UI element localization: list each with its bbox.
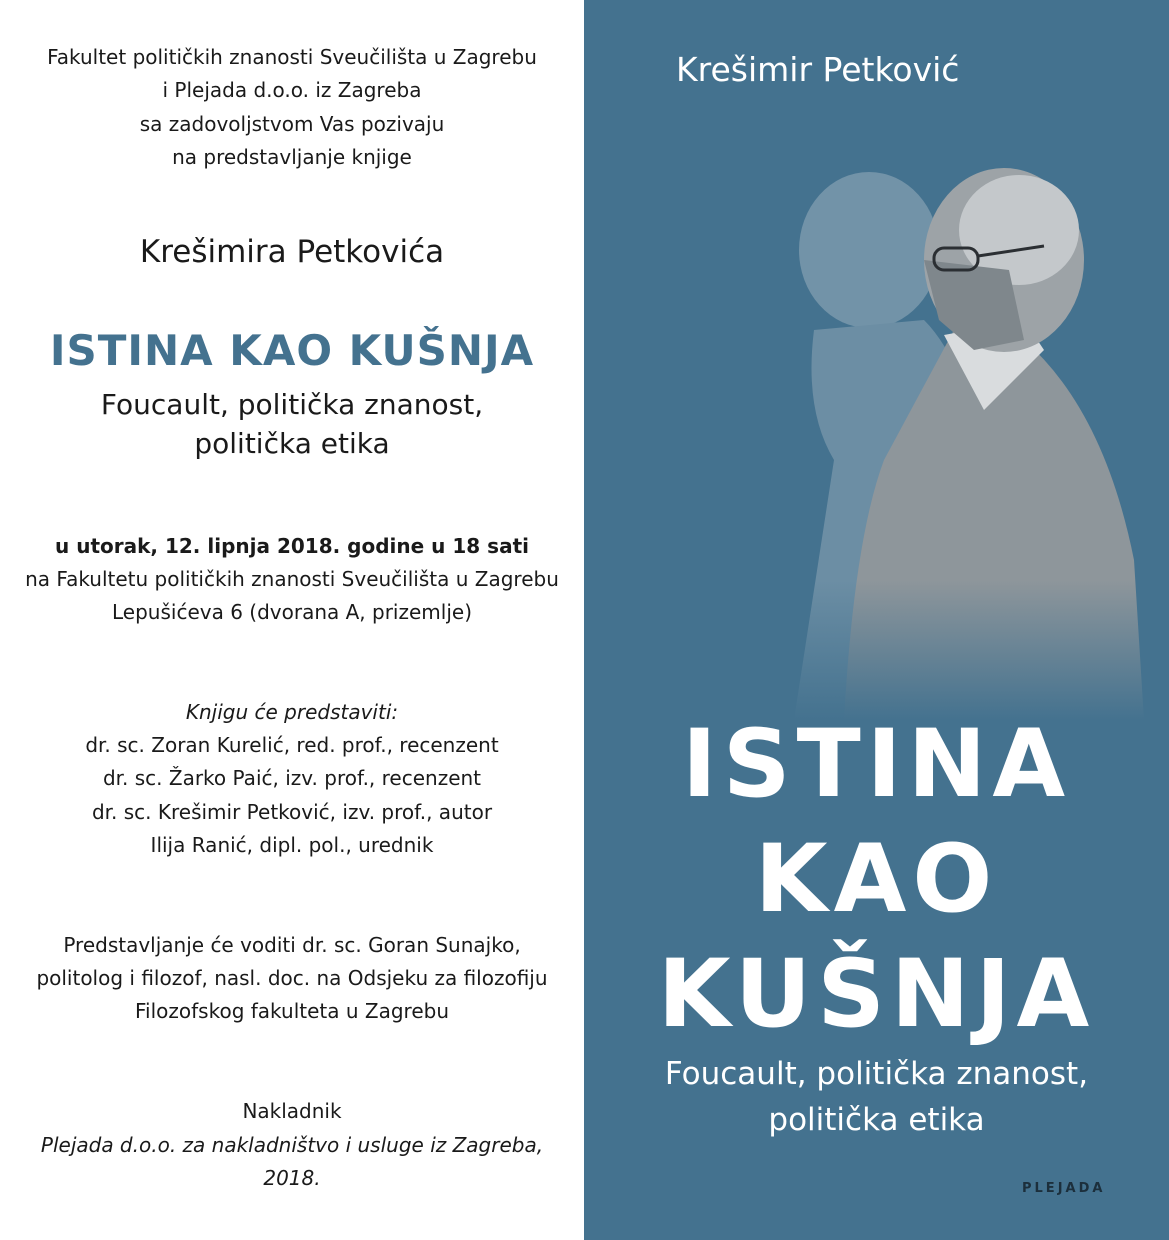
cover-title-line-3: KUŠNJA — [657, 940, 1096, 1049]
publisher-label: Nakladnik — [242, 1099, 342, 1123]
book-subtitle-line-2: politička etika — [194, 427, 390, 460]
moderator-line-3: Filozofskog fakulteta u Zagrebu — [135, 999, 449, 1023]
intro-line-4: na predstavljanje knjige — [172, 145, 412, 169]
event-datetime: u utorak, 12. lipnja 2018. godine u 18 sati — [55, 534, 529, 558]
cover-title-line-1: ISTINA — [681, 710, 1072, 819]
presenters-heading: Knjigu će predstaviti: — [185, 700, 399, 724]
event-venue: na Fakultetu političkih znanosti Sveučilišta u Zagrebu — [25, 567, 559, 591]
cover-subtitle-line-2: politička etika — [768, 1102, 985, 1138]
intro-line-2: i Plejada d.o.o. iz Zagreba — [162, 78, 422, 102]
event-address: Lepušićeva 6 (dvorana A, prizemlje) — [112, 600, 472, 624]
author-name: Krešimira Petkovića — [139, 234, 445, 270]
book-subtitle-line-1: Foucault, politička znanost, — [100, 388, 484, 421]
book-cover — [584, 0, 1169, 1240]
cover-subtitle-line-1: Foucault, politička znanost, — [664, 1056, 1089, 1092]
intro-line-1: Fakultet političkih znanosti Sveučilišta u Zagrebu — [47, 45, 537, 69]
portrait-photo — [774, 160, 1144, 720]
publisher-logo: PLEJADA — [1022, 1181, 1106, 1196]
presenter-4: Ilija Ranić, dipl. pol., urednik — [150, 833, 434, 857]
presenter-3: dr. sc. Krešimir Petković, izv. prof., autor — [91, 800, 493, 824]
moderator-line-2: politolog i filozof, nasl. doc. na Odsjeku za filozofiju — [36, 966, 548, 990]
presenter-2: dr. sc. Žarko Paić, izv. prof., recenzent — [102, 766, 482, 790]
invitation-panel — [0, 0, 584, 1240]
moderator-line-1: Predstavljanje će voditi dr. sc. Goran Sunajko, — [63, 933, 521, 957]
cover-author: Krešimir Petković — [676, 50, 960, 89]
publisher-year: 2018. — [263, 1166, 321, 1190]
presenter-1: dr. sc. Zoran Kurelić, red. prof., recenzent — [85, 733, 499, 757]
intro-line-3: sa zadovoljstvom Vas pozivaju — [139, 112, 445, 136]
book-title: ISTINA KAO KUŠNJA — [49, 326, 535, 375]
publisher-name: Plejada d.o.o. za nakladništvo i usluge iz Zagreba, — [40, 1133, 544, 1157]
cover-title-line-2: KAO — [754, 825, 999, 934]
